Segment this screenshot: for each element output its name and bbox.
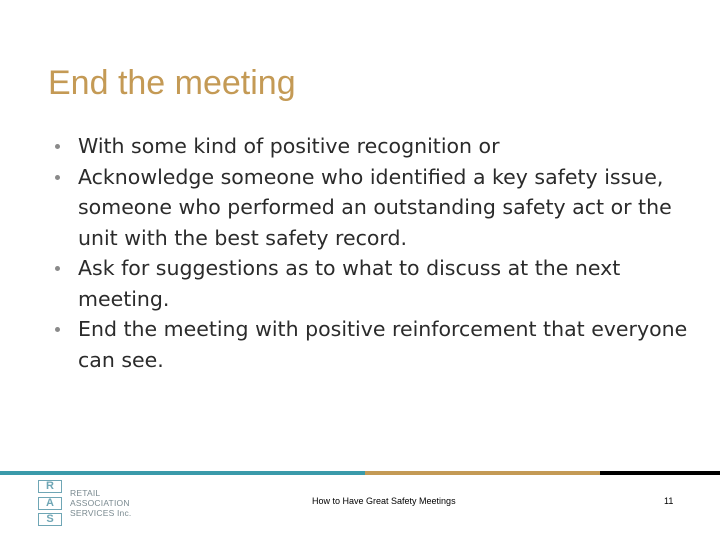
- logo-letter: S: [38, 513, 62, 526]
- slide-title: End the meeting: [48, 64, 296, 102]
- logo-wordmark: [70, 488, 132, 518]
- company-logo: [38, 480, 132, 526]
- bullet-icon: [55, 144, 60, 149]
- logo-line: ASSOCIATION: [70, 498, 130, 508]
- bullet-list: [48, 131, 698, 375]
- bullet-item: [48, 131, 698, 162]
- bullet-text: End the meeting with positive reinforcement that everyone can see.: [78, 317, 688, 372]
- bullet-icon: [55, 175, 60, 180]
- footer-divider: [0, 471, 720, 475]
- logo-line: SERVICES Inc.: [70, 508, 132, 518]
- footer-title: How to Have Great Safety Meetings: [312, 496, 456, 506]
- bullet-item: [48, 162, 698, 254]
- logo-letter: A: [38, 497, 62, 510]
- bullet-item: [48, 253, 698, 314]
- bullet-icon: [55, 327, 60, 332]
- page-number: 11: [664, 496, 674, 506]
- footer-divider-black: [600, 471, 720, 475]
- footer-divider-gold: [365, 471, 600, 475]
- bullet-text: With some kind of positive recognition or: [78, 134, 500, 158]
- logo-line: RETAIL: [70, 488, 101, 498]
- footer-divider-teal: [0, 471, 365, 475]
- bullet-text: Ask for suggestions as to what to discuss at the next meeting.: [78, 256, 621, 311]
- logo-letter: R: [38, 480, 62, 493]
- bullet-text: Acknowledge someone who identified a key safety issue, someone who performed an outstanding safety act or the unit with the best safety record.: [78, 164, 672, 250]
- logo-mark-icon: [38, 480, 64, 526]
- bullet-item: [48, 314, 698, 375]
- bullet-icon: [55, 266, 60, 271]
